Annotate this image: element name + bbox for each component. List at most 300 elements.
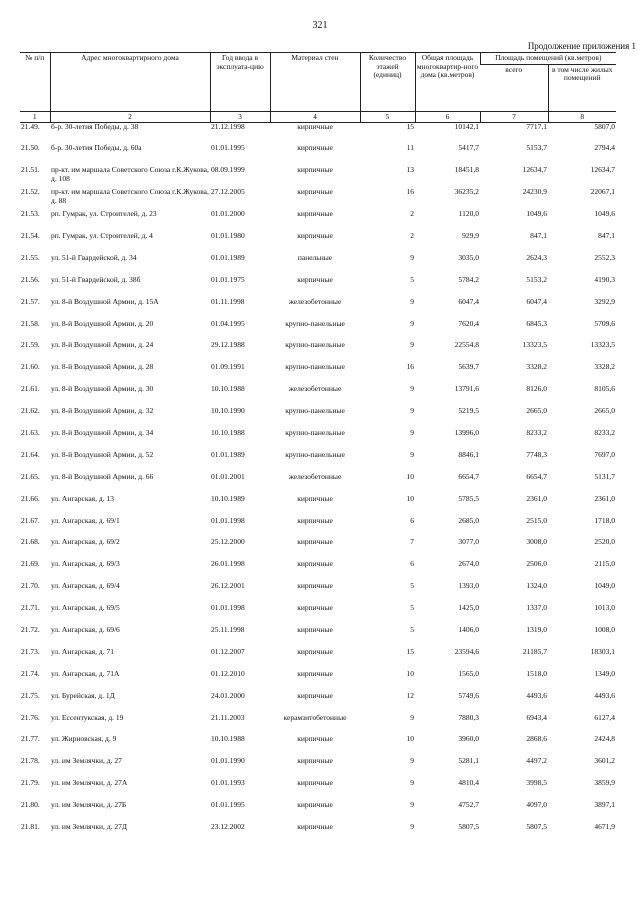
cell-num: 21.49. [21, 121, 40, 131]
cell-living: 2665,0 [594, 406, 616, 416]
table-row [20, 735, 616, 757]
table-row [20, 648, 616, 670]
cell-num: 21.73. [21, 646, 40, 656]
cell-num: 21.64. [21, 449, 40, 459]
cell-all: 1324,0 [526, 581, 547, 591]
cell-all: 6047,4 [526, 296, 547, 306]
cell-addr: ул. 8-й Воздушной Армии, д. 15А [51, 296, 159, 306]
cell-material: кирпичные [297, 668, 333, 678]
cell-area: 5785,5 [458, 493, 479, 503]
cell-area: 10142,1 [454, 121, 479, 131]
cell-material: кирпичные [297, 581, 333, 591]
column-numbers-row [20, 111, 616, 122]
cell-addr: ул. 8-й Воздушной Армии, д. 28 [51, 362, 154, 372]
cell-living: 3897,1 [594, 800, 616, 810]
cell-addr: ул. 8-й Воздушной Армии, д. 66 [51, 471, 154, 481]
cell-addr: пр-кт. им маршала Советского Союза г.К.Жукова, д. 88 [51, 187, 209, 205]
cell-material: кирпичные [297, 756, 333, 766]
cell-living: 12634,7 [590, 165, 616, 175]
cell-living: 1049,0 [594, 581, 616, 591]
cell-all: 847,1 [530, 230, 547, 240]
cell-addr: ул. Ангарская, д. 69/4 [51, 581, 120, 591]
cell-addr: ул. Ангарская, д. 71А [51, 668, 120, 678]
cell-living: 5131,7 [594, 471, 616, 481]
header-premises: Площадь помещений (кв.метров) [480, 53, 616, 65]
cell-material: железобетонные [288, 471, 342, 481]
cell-floors: 6 [410, 515, 414, 525]
column-number: 7 [480, 111, 548, 122]
cell-num: 21.81. [21, 822, 40, 831]
cell-floors: 5 [410, 274, 414, 284]
cell-material: кирпичные [297, 209, 333, 219]
cell-area: 5639,7 [458, 362, 479, 372]
table-row [20, 582, 616, 604]
cell-floors: 2 [410, 209, 414, 219]
table-row [20, 801, 616, 823]
cell-all: 3008,0 [526, 537, 547, 547]
cell-material: керамзитобетонные [283, 712, 347, 722]
cell-num: 21.69. [21, 559, 40, 569]
cell-year: 01.01.2000 [211, 209, 245, 219]
cell-year: 10.10.1988 [211, 734, 245, 744]
cell-floors: 9 [410, 800, 414, 810]
cell-year: 29.12.1988 [211, 340, 245, 350]
cell-num: 21.57. [21, 296, 40, 306]
cell-living: 847,1 [598, 230, 616, 240]
table-row [20, 232, 616, 254]
column-number: 6 [415, 111, 480, 122]
cell-living: 8233,2 [594, 427, 616, 437]
table-row [20, 560, 616, 582]
cell-addr: рп. Гумрак, ул. Строителей, д. 23 [51, 209, 157, 219]
cell-num: 21.79. [21, 778, 40, 788]
cell-all: 4097,0 [526, 800, 547, 810]
cell-area: 8846,1 [458, 449, 479, 459]
cell-addr: ул. Ангарская, д. 69/5 [51, 603, 120, 613]
cell-all: 6654,7 [526, 471, 547, 481]
cell-addr: ул. им Землячки, д. 27А [51, 778, 128, 788]
cell-year: 24.01.2000 [211, 690, 245, 700]
cell-addr: б-р. 30-летия Победы, д. 38 [51, 121, 139, 131]
cell-year: 01.01.1989 [211, 252, 245, 262]
cell-material: кирпичные [297, 121, 333, 131]
cell-area: 3035,0 [458, 252, 479, 262]
cell-addr: ул. Ангарская, д. 13 [51, 493, 114, 503]
cell-living: 3601,2 [594, 756, 616, 766]
cell-num: 21.80. [21, 800, 40, 810]
cell-material: кирпичные [297, 537, 333, 547]
cell-addr: ул. им Землячки, д. 27Д [51, 822, 127, 831]
cell-num: 21.70. [21, 581, 40, 591]
cell-area: 22554,8 [454, 340, 479, 350]
cell-living: 2520,0 [594, 537, 616, 547]
cell-addr: рп. Гумрак, ул. Строителей, д. 4 [51, 230, 153, 240]
cell-year: 01.12.2007 [211, 646, 245, 656]
cell-floors: 9 [410, 778, 414, 788]
cell-year: 01.04.1995 [211, 318, 245, 328]
cell-all: 3328,2 [526, 362, 547, 372]
cell-living: 18303,1 [590, 646, 616, 656]
column-number: 4 [270, 111, 360, 122]
cell-num: 21.58. [21, 318, 40, 328]
table-row [20, 407, 616, 429]
cell-area: 6047,4 [458, 296, 479, 306]
cell-material: кирпичные [297, 624, 333, 634]
cell-all: 1319,0 [526, 624, 547, 634]
cell-all: 5153,2 [526, 274, 547, 284]
cell-living: 5709,6 [594, 318, 616, 328]
cell-all: 5153,7 [526, 143, 547, 153]
cell-addr: ул. Ессентукская, д. 19 [51, 712, 124, 722]
cell-material: кирпичные [297, 822, 333, 831]
cell-num: 21.59. [21, 340, 40, 350]
cell-floors: 10 [406, 734, 414, 744]
cell-floors: 2 [410, 230, 414, 240]
cell-area: 7880,3 [458, 712, 479, 722]
cell-num: 21.75. [21, 690, 40, 700]
cell-area: 3077,0 [458, 537, 479, 547]
cell-all: 21185,7 [522, 646, 547, 656]
cell-year: 01.01.1980 [211, 230, 245, 240]
table-row [20, 692, 616, 714]
cell-area: 1406,0 [458, 624, 479, 634]
cell-floors: 9 [410, 756, 414, 766]
cell-year: 26.12.2001 [211, 581, 245, 591]
cell-addr: ул. 8-й Воздушной Армии, д. 32 [51, 406, 154, 416]
cell-num: 21.77. [21, 734, 40, 744]
cell-floors: 5 [410, 581, 414, 591]
cell-area: 1565,0 [458, 668, 479, 678]
cell-material: кирпичные [297, 559, 333, 569]
cell-area: 5417,7 [458, 143, 479, 153]
cell-living: 1718,0 [594, 515, 616, 525]
table-body [20, 122, 616, 845]
cell-addr: ул. Ангарская, д. 69/1 [51, 515, 120, 525]
cell-area: 2674,0 [458, 559, 479, 569]
cell-all: 2515,0 [526, 515, 547, 525]
cell-area: 5784,2 [458, 274, 479, 284]
table-row [20, 276, 616, 298]
cell-all: 7748,3 [526, 449, 547, 459]
cell-all: 2868,6 [526, 734, 547, 744]
cell-floors: 15 [406, 646, 414, 656]
cell-num: 21.65. [21, 471, 40, 481]
cell-year: 01.01.2001 [211, 471, 245, 481]
cell-year: 01.09.1991 [211, 362, 245, 372]
cell-living: 3328,2 [594, 362, 616, 372]
cell-num: 21.61. [21, 384, 40, 394]
cell-material: кирпичные [297, 274, 333, 284]
cell-num: 21.74. [21, 668, 40, 678]
cell-all: 2361,0 [526, 493, 547, 503]
cell-living: 1349,0 [594, 668, 616, 678]
cell-material: кирпичные [297, 515, 333, 525]
cell-floors: 9 [410, 318, 414, 328]
cell-area: 2685,0 [458, 515, 479, 525]
cell-floors: 10 [406, 668, 414, 678]
page-number: 321 [312, 20, 328, 31]
cell-living: 1008,0 [594, 624, 616, 634]
cell-area: 5281,1 [458, 756, 479, 766]
table-row [20, 122, 616, 144]
cell-floors: 10 [406, 493, 414, 503]
cell-floors: 7 [410, 537, 414, 547]
cell-floors: 15 [406, 121, 414, 131]
cell-material: крупно-панельные [285, 406, 345, 416]
table-row [20, 451, 616, 473]
cell-material: кирпичные [297, 493, 333, 503]
cell-floors: 11 [406, 143, 414, 153]
cell-living: 7697,0 [594, 449, 616, 459]
table-row [20, 714, 616, 736]
cell-area: 3960,0 [458, 734, 479, 744]
cell-area: 4810,4 [458, 778, 479, 788]
cell-year: 08.09.1999 [211, 165, 245, 175]
cell-material: кирпичные [297, 800, 333, 810]
cell-area: 23594,6 [454, 646, 479, 656]
cell-num: 21.52. [21, 187, 40, 197]
cell-living: 13323,5 [590, 340, 616, 350]
cell-floors: 10 [406, 471, 414, 481]
cell-material: крупно-панельные [285, 427, 345, 437]
table-row [20, 823, 616, 845]
cell-addr: ул. Ангарская, д. 69/6 [51, 624, 120, 634]
cell-material: крупно-панельные [285, 362, 345, 372]
table-row [20, 626, 616, 648]
cell-living: 1049,6 [594, 209, 616, 219]
continuation-note: Продолжение приложения 1 [527, 41, 636, 51]
table-row [20, 517, 616, 539]
cell-addr: ул. Ангарская, д. 71 [51, 646, 114, 656]
cell-year: 01.01.1998 [211, 603, 245, 613]
cell-num: 21.66. [21, 493, 40, 503]
cell-all: 2665,0 [526, 406, 547, 416]
cell-year: 01.11.1998 [211, 296, 245, 306]
cell-area: 6654,7 [458, 471, 479, 481]
cell-year: 01.01.1990 [211, 756, 245, 766]
cell-material: крупно-панельные [285, 340, 345, 350]
cell-floors: 9 [410, 712, 414, 722]
column-number: 3 [210, 111, 270, 122]
cell-all: 6943,4 [526, 712, 547, 722]
cell-year: 25.12.2000 [211, 537, 245, 547]
cell-living: 3292,9 [594, 296, 616, 306]
cell-living: 2361,0 [594, 493, 616, 503]
cell-floors: 5 [410, 603, 414, 613]
header-num: № п/п [20, 53, 50, 112]
cell-addr: ул. им Землячки, д. 27 [51, 756, 122, 766]
cell-floors: 9 [410, 449, 414, 459]
header-material: Материал стен [270, 53, 360, 112]
cell-all: 1337,0 [526, 603, 547, 613]
cell-addr: ул. 8-й Воздушной Армии, д. 30 [51, 384, 154, 394]
cell-all: 13323,5 [522, 340, 547, 350]
cell-floors: 16 [406, 187, 414, 197]
cell-num: 21.60. [21, 362, 40, 372]
cell-living: 4671,9 [594, 822, 616, 831]
table-row [20, 320, 616, 342]
cell-floors: 16 [406, 362, 414, 372]
cell-floors: 9 [410, 822, 414, 831]
cell-living: 4493,6 [594, 690, 616, 700]
cell-all: 2506,0 [526, 559, 547, 569]
cell-year: 27.12.2005 [211, 187, 245, 197]
cell-num: 21.53. [21, 209, 40, 219]
table-row [20, 670, 616, 692]
cell-year: 01.01.1995 [211, 143, 245, 153]
table-row [20, 363, 616, 385]
cell-addr: ул. 8-й Воздушной Армии, д. 34 [51, 427, 154, 437]
column-number: 8 [548, 111, 616, 122]
cell-year: 01.01.1998 [211, 515, 245, 525]
cell-floors: 13 [406, 165, 414, 175]
cell-material: кирпичные [297, 230, 333, 240]
header-living: в том числе жилых помещений [548, 64, 616, 111]
cell-material: кирпичные [297, 165, 333, 175]
header-total-area: Общая площадь многоквартир-ного дома (кв.метров) [415, 53, 480, 112]
cell-living: 1013,0 [594, 603, 616, 613]
cell-material: железобетонные [288, 296, 342, 306]
cell-num: 21.67. [21, 515, 40, 525]
cell-area: 7620,4 [458, 318, 479, 328]
cell-year: 10.10.1990 [211, 406, 245, 416]
cell-material: крупно-панельные [285, 318, 345, 328]
cell-all: 24230,9 [522, 187, 547, 197]
cell-area: 5807,5 [458, 822, 479, 831]
table-row [20, 144, 616, 166]
cell-year: 01.01.1995 [211, 800, 245, 810]
table-row [20, 188, 616, 210]
table-row [20, 210, 616, 232]
cell-num: 21.50. [21, 143, 40, 153]
table-row [20, 779, 616, 801]
cell-all: 6845,3 [526, 318, 547, 328]
cell-area: 36235,2 [454, 187, 479, 197]
cell-floors: 12 [406, 690, 414, 700]
cell-living: 2552,3 [594, 252, 616, 262]
cell-floors: 9 [410, 406, 414, 416]
cell-living: 2794,4 [594, 143, 616, 153]
cell-addr: ул. Жирновская, д. 9 [51, 734, 117, 744]
cell-num: 21.62. [21, 406, 40, 416]
cell-all: 4497,2 [526, 756, 547, 766]
cell-area: 4752,7 [458, 800, 479, 810]
table-row [20, 429, 616, 451]
cell-living: 22067,1 [590, 187, 616, 197]
table-row [20, 166, 616, 188]
cell-num: 21.78. [21, 756, 40, 766]
cell-floors: 9 [410, 252, 414, 262]
header-address: Адрес многоквартирного дома [50, 53, 210, 112]
cell-year: 10.10.1988 [211, 384, 245, 394]
cell-living: 6127,4 [594, 712, 616, 722]
cell-material: крупно-панельные [285, 449, 345, 459]
cell-floors: 9 [410, 384, 414, 394]
cell-all: 2624,3 [526, 252, 547, 262]
cell-area: 5219,5 [458, 406, 479, 416]
header-year: Год ввода в эксплуата-цию [210, 53, 270, 112]
cell-year: 21.12.1998 [211, 121, 245, 131]
cell-material: кирпичные [297, 778, 333, 788]
table-row [20, 473, 616, 495]
cell-area: 1393,0 [458, 581, 479, 591]
cell-num: 21.76. [21, 712, 40, 722]
cell-all: 5807,5 [526, 822, 547, 831]
cell-area: 5749,6 [458, 690, 479, 700]
cell-addr: ул. 51-й Гвардейской, д. 38б [51, 274, 141, 284]
table-row [20, 757, 616, 779]
cell-addr: ул. 8-й Воздушной Армии, д. 52 [51, 449, 154, 459]
cell-all: 8126,0 [526, 384, 547, 394]
table-row [20, 604, 616, 626]
column-number: 1 [20, 111, 50, 122]
cell-living: 4190,3 [594, 274, 616, 284]
table-row [20, 495, 616, 517]
cell-all: 12634,7 [522, 165, 547, 175]
header-all: всего [505, 64, 523, 74]
cell-year: 01.01.1989 [211, 449, 245, 459]
cell-living: 3859,9 [594, 778, 616, 788]
cell-num: 21.68. [21, 537, 40, 547]
cell-area: 1120,0 [458, 209, 479, 219]
cell-addr: ул. Ангарская, д. 69/2 [51, 537, 120, 547]
column-number: 2 [50, 111, 210, 122]
cell-area: 929,9 [462, 230, 479, 240]
table-row [20, 385, 616, 407]
cell-material: железобетонные [288, 384, 342, 394]
cell-num: 21.54. [21, 230, 40, 240]
cell-living: 2424,8 [594, 734, 616, 744]
cell-addr: пр-кт. им маршала Советского Союза г.К.Жукова, д. 108 [51, 165, 209, 183]
cell-material: кирпичные [297, 143, 333, 153]
cell-material: панельные [297, 252, 333, 262]
column-number: 5 [360, 111, 415, 122]
cell-all: 7717,1 [526, 121, 547, 131]
cell-addr: ул. Бурейская, д. 1Д [51, 690, 115, 700]
cell-year: 21.11.2003 [211, 712, 245, 722]
cell-year: 26.01.1998 [211, 559, 245, 569]
cell-year: 01.12.2010 [211, 668, 245, 678]
cell-floors: 9 [410, 340, 414, 350]
cell-area: 13791,6 [454, 384, 479, 394]
cell-living: 2115,0 [594, 559, 616, 569]
table-row [20, 298, 616, 320]
table-row [20, 538, 616, 560]
cell-year: 10.10.1988 [211, 427, 245, 437]
cell-addr: ул. 8-й Воздушной Армии, д. 20 [51, 318, 154, 328]
cell-addr: ул. 51-й Гвардейской, д. 34 [51, 252, 137, 262]
cell-material: кирпичные [297, 603, 333, 613]
cell-year: 10.10.1989 [211, 493, 245, 503]
cell-area: 13996,0 [454, 427, 479, 437]
cell-living: 5807,0 [594, 121, 616, 131]
cell-all: 1518,0 [526, 668, 547, 678]
cell-material: кирпичные [297, 187, 333, 197]
cell-num: 21.72. [21, 624, 40, 634]
cell-year: 25.11.1998 [211, 624, 245, 634]
cell-addr: б-р. 30-летия Победы, д. 60а [51, 143, 142, 153]
housing-table [20, 52, 616, 845]
cell-addr: ул. им Землячки, д. 27Б [51, 800, 127, 810]
table-row [20, 341, 616, 363]
cell-all: 4493,6 [526, 690, 547, 700]
cell-year: 23.12.2002 [211, 822, 245, 831]
cell-living: 8105,6 [594, 384, 616, 394]
cell-num: 21.71. [21, 603, 40, 613]
cell-all: 1049,6 [526, 209, 547, 219]
table-row [20, 254, 616, 276]
cell-area: 1425,0 [458, 603, 479, 613]
